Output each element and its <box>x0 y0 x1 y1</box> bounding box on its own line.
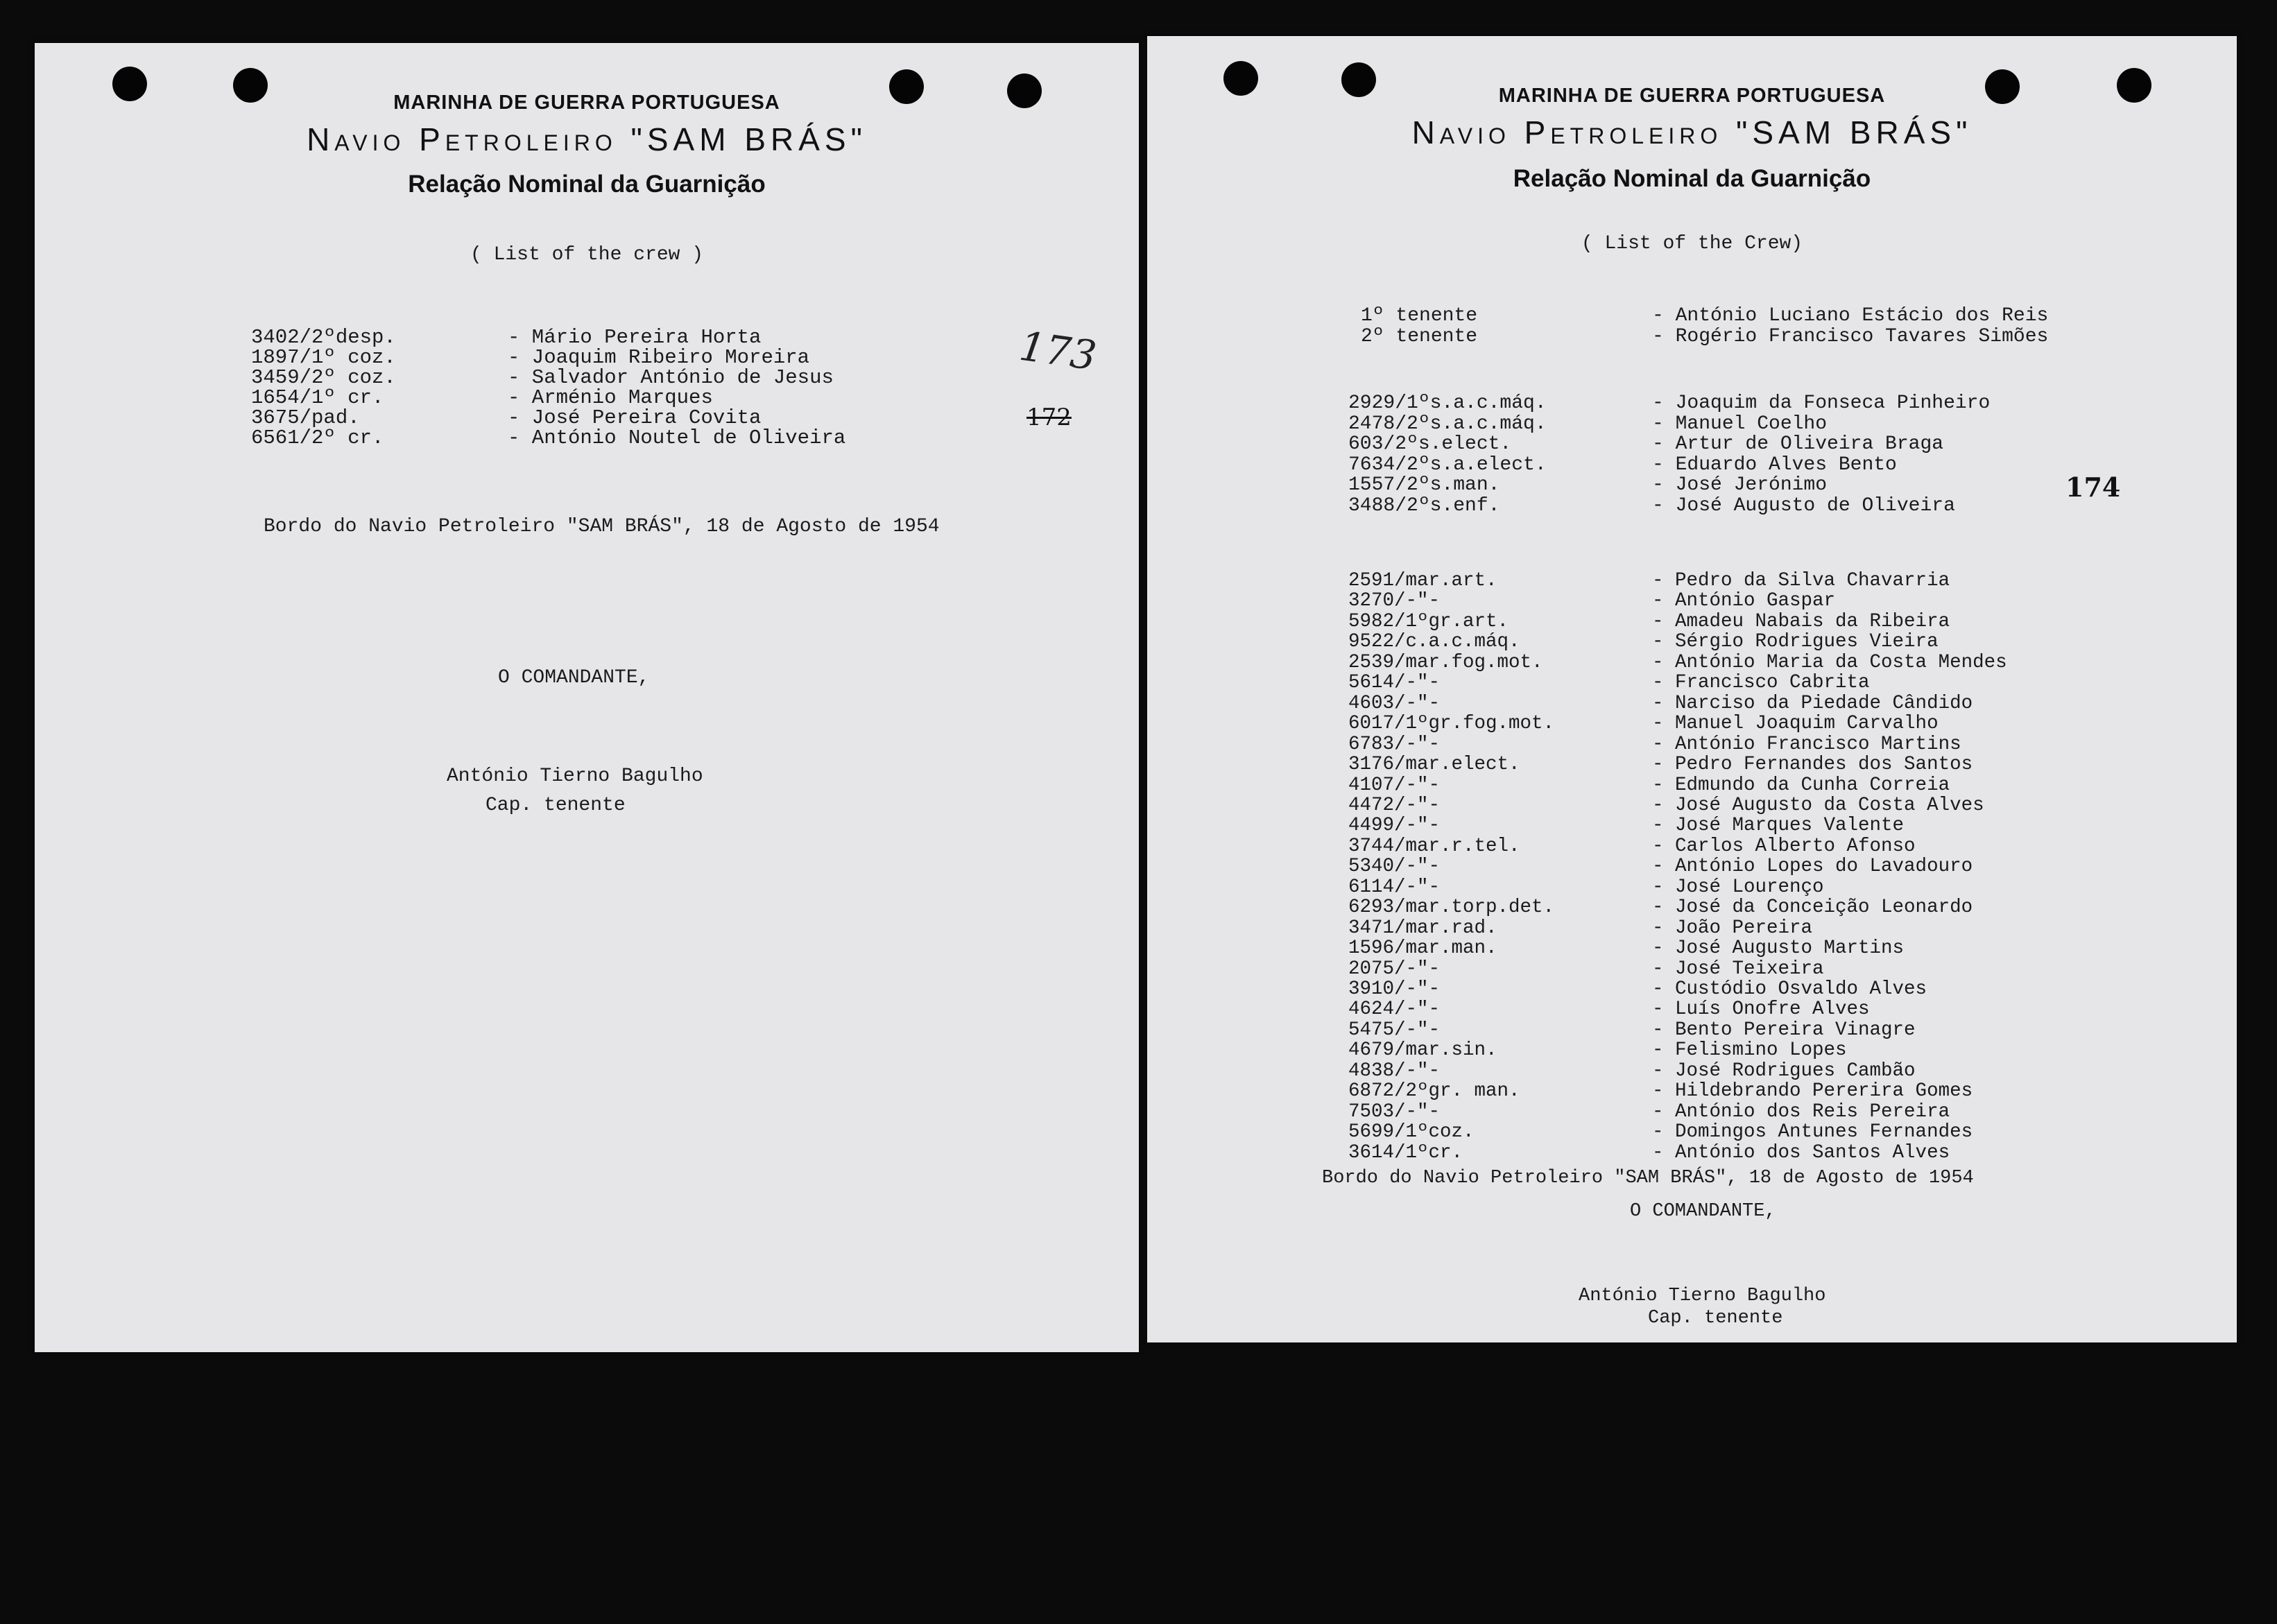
service-number: 6017/1ºgr.fog.mot. <box>1348 713 1555 735</box>
service-number: 1654/1º cr. <box>251 386 384 409</box>
crew-name: - José Jerónimo <box>1652 474 1828 496</box>
service-number: 5475/-"- <box>1348 1019 1441 1041</box>
stamped-page-number: 174 <box>2065 472 2121 503</box>
crew-name: - Pedro Fernandes dos Santos <box>1652 754 1973 776</box>
place-date: Bordo do Navio Petroleiro "SAM BRÁS", 18 de Agosto de 1954 <box>264 516 940 537</box>
crew-name: - António Francisco Martins <box>1652 733 1961 755</box>
ship-heading: Navio Petroleiro "SAM BRÁS" <box>1411 114 1973 150</box>
service-number: 4679/mar.sin. <box>1348 1039 1497 1062</box>
service-number: 1º tenente <box>1361 305 1478 327</box>
ship-heading: Navio Petroleiro "SAM BRÁS" <box>307 121 867 157</box>
crew-name: - Salvador António de Jesus <box>508 366 834 389</box>
commander-rank: Cap. tenente <box>486 795 626 816</box>
crew-name: - Manuel Joaquim Carvalho <box>1652 713 1939 735</box>
service-number: 9522/c.a.c.máq. <box>1348 631 1520 653</box>
document-page-left <box>35 43 1139 1352</box>
crew-name: - José Augusto da Costa Alves <box>1652 794 1984 816</box>
organization-heading: MARINHA DE GUERRA PORTUGUESA <box>1498 85 1886 107</box>
crew-name: - Arménio Marques <box>508 386 713 409</box>
crew-name: - José Augusto de Oliveira <box>1652 495 1955 517</box>
handwritten-page-number: 173 <box>1016 322 1099 380</box>
crew-name: - António dos Reis Pereira <box>1652 1100 1950 1123</box>
service-number: 3176/mar.elect. <box>1348 754 1520 776</box>
service-number: 5340/-"- <box>1348 856 1441 878</box>
commander-name: António Tierno Bagulho <box>1579 1286 1826 1306</box>
crew-name: - António Lopes do Lavadouro <box>1652 856 1973 878</box>
crew-name: - Custódio Osvaldo Alves <box>1652 978 1927 1000</box>
document-page-right <box>1147 36 2237 1342</box>
service-number: 6783/-"- <box>1348 733 1441 755</box>
crew-name: - José Augusto Martins <box>1652 938 1905 960</box>
commander-rank: Cap. tenente <box>1648 1308 1783 1329</box>
crew-name: - José Lourenço <box>1652 876 1824 898</box>
service-number: 5982/1ºgr.art. <box>1348 610 1509 632</box>
service-number: 1596/mar.man. <box>1348 938 1497 960</box>
service-number: 3744/mar.r.tel. <box>1348 835 1520 857</box>
service-number: 4838/-"- <box>1348 1060 1441 1082</box>
service-number: 6293/mar.torp.det. <box>1348 897 1555 919</box>
crew-name: - Narciso da Piedade Cândido <box>1652 692 1973 714</box>
service-number: 2929/1ºs.a.c.máq. <box>1348 392 1547 414</box>
crew-name: - José Marques Valente <box>1652 815 1905 837</box>
service-number: 1897/1º coz. <box>251 346 396 369</box>
document-title: Relação Nominal da Guarnição <box>1513 165 1871 192</box>
document-title: Relação Nominal da Guarnição <box>408 171 766 198</box>
document-subtitle: ( List of the Crew) <box>1581 233 1803 254</box>
crew-name: - António Maria da Costa Mendes <box>1652 651 2007 673</box>
service-number: 5699/1ºcoz. <box>1348 1121 1475 1143</box>
crew-name: - Felismino Lopes <box>1652 1039 1847 1062</box>
service-number: 3675/pad. <box>251 406 360 429</box>
crew-name: - Mário Pereira Horta <box>508 326 762 349</box>
crew-name: - Bento Pereira Vinagre <box>1652 1019 1916 1041</box>
crew-name: - Artur de Oliveira Braga <box>1652 433 1944 456</box>
crew-name: - José Teixeira <box>1652 958 1824 980</box>
service-number: 5614/-"- <box>1348 672 1441 694</box>
service-number: 3488/2ºs.enf. <box>1348 495 1500 517</box>
service-number: 2º tenente <box>1361 326 1478 347</box>
commander-name: António Tierno Bagulho <box>447 766 703 787</box>
service-number: 6561/2º cr. <box>251 426 384 449</box>
crew-name: - Domingos Antunes Fernandes <box>1652 1121 1973 1143</box>
service-number: 4603/-"- <box>1348 692 1441 714</box>
crew-name: - António Luciano Estácio dos Reis <box>1652 305 2049 327</box>
service-number: 2539/mar.fog.mot. <box>1348 651 1543 673</box>
crew-name: - José Rodrigues Cambão <box>1652 1060 1916 1082</box>
service-number: 3402/2ºdesp. <box>251 326 396 349</box>
service-number: 7634/2ºs.a.elect. <box>1348 453 1547 476</box>
place-date: Bordo do Navio Petroleiro "SAM BRÁS", 18 de Agosto de 1954 <box>1322 1168 1974 1189</box>
crew-name: - Joaquim Ribeiro Moreira <box>508 346 810 369</box>
crew-name: - Sérgio Rodrigues Vieira <box>1652 631 1939 653</box>
crew-name: - José Pereira Covita <box>508 406 762 429</box>
service-number: 3459/2º coz. <box>251 366 396 389</box>
service-number: 4624/-"- <box>1348 999 1441 1021</box>
crew-name: - Edmundo da Cunha Correia <box>1652 774 1950 796</box>
service-number: 4499/-"- <box>1348 815 1441 837</box>
crew-name: - Rogério Francisco Tavares Simões <box>1652 326 2049 347</box>
crew-name: - Amadeu Nabais da Ribeira <box>1652 610 1950 632</box>
crew-name: - António Gaspar <box>1652 590 1836 612</box>
service-number: 3614/1ºcr. <box>1348 1141 1463 1164</box>
service-number: 4107/-"- <box>1348 774 1441 796</box>
service-number: 3471/mar.rad. <box>1348 917 1497 939</box>
crew-name: - Carlos Alberto Afonso <box>1652 835 1916 857</box>
crew-name: - João Pereira <box>1652 917 1813 939</box>
service-number: 3270/-"- <box>1348 590 1441 612</box>
service-number: 3910/-"- <box>1348 978 1441 1000</box>
crew-name: - Luís Onofre Alves <box>1652 999 1870 1021</box>
commander-title: O COMANDANTE, <box>1630 1201 1776 1222</box>
crew-name: - Francisco Cabrita <box>1652 672 1870 694</box>
service-number: 2591/mar.art. <box>1348 570 1497 591</box>
service-number: 2478/2ºs.a.c.máq. <box>1348 413 1547 435</box>
service-number: 2075/-"- <box>1348 958 1441 980</box>
crew-name: - José da Conceição Leonardo <box>1652 897 1973 919</box>
crew-name: - Eduardo Alves Bento <box>1652 453 1897 476</box>
service-number: 603/2ºs.elect. <box>1348 433 1512 456</box>
service-number: 6114/-"- <box>1348 876 1441 898</box>
commander-title: O COMANDANTE, <box>498 667 650 689</box>
struck-page-number: 172 <box>1026 404 1072 431</box>
crew-name: - António dos Santos Alves <box>1652 1141 1950 1164</box>
crew-name: - Joaquim da Fonseca Pinheiro <box>1652 392 1991 414</box>
crew-name: - Manuel Coelho <box>1652 413 1828 435</box>
document-subtitle: ( List of the crew ) <box>470 244 704 266</box>
crew-name: - Hildebrando Pererira Gomes <box>1652 1080 1973 1103</box>
service-number: 1557/2ºs.man. <box>1348 474 1500 496</box>
organization-heading: MARINHA DE GUERRA PORTUGUESA <box>393 92 780 114</box>
service-number: 4472/-"- <box>1348 794 1441 816</box>
crew-name: - Pedro da Silva Chavarria <box>1652 570 1950 591</box>
service-number: 7503/-"- <box>1348 1100 1441 1123</box>
crew-name: - António Noutel de Oliveira <box>508 426 846 449</box>
service-number: 6872/2ºgr. man. <box>1348 1080 1520 1103</box>
